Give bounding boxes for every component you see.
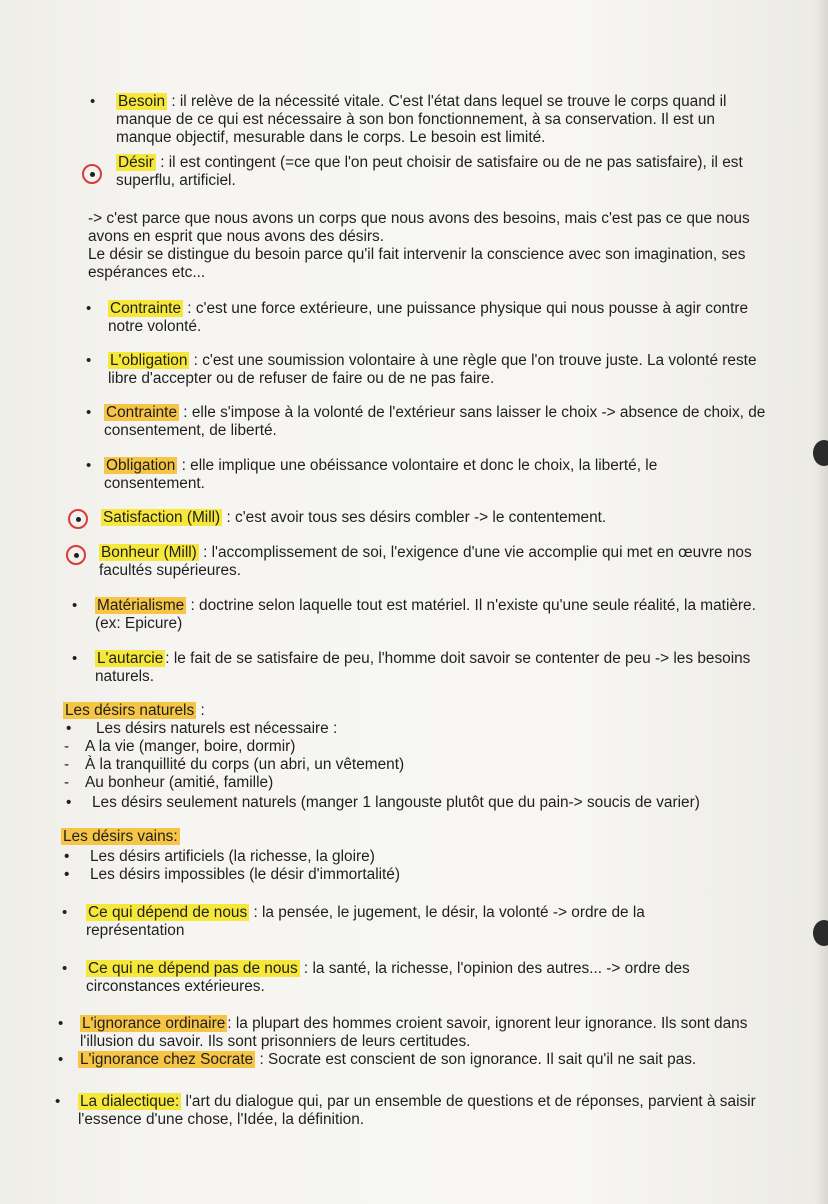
- bullet-dot: •: [66, 720, 72, 737]
- bullet-dot: •: [72, 597, 78, 614]
- list-item: A la vie (manger, boire, dormir): [85, 738, 296, 755]
- red-circle-mark: [66, 545, 86, 565]
- bullet-dot: •: [62, 904, 68, 921]
- definition-depend: : la pensée, le jugement, le désir, la volonté -> ordre de la représentation: [86, 904, 645, 939]
- definition-ignorance-socrate: : Socrate est conscient de son ignorance. Il sait qu'il ne sait pas.: [255, 1051, 697, 1068]
- bullet-dot: •: [86, 457, 92, 474]
- term-ignorance-ordinaire: L'ignorance ordinaire: [82, 1015, 226, 1032]
- binder-hole: [813, 920, 828, 946]
- term-dialectique: La dialectique:: [80, 1093, 180, 1110]
- term-desir: Désir: [118, 154, 154, 171]
- bullet-dot: •: [86, 404, 92, 421]
- term-satisfaction: Satisfaction (Mill): [103, 509, 221, 526]
- definition-besoin: : il relève de la nécessité vitale. C'est l'état dans lequel se trouve le corps quand il manque de ce qui est nécessaire à son bon fonctionnement, à sa conservation. Il est un manque objectif, mesurable dans le corps. Le besoin est limité.: [116, 93, 727, 146]
- definition-obligation-2: : elle implique une obéissance volontaire et donc le choix, la liberté, le consentement.: [104, 457, 658, 492]
- list-item: Au bonheur (amitié, famille): [85, 774, 274, 791]
- definition-dialectique: l'art du dialogue qui, par un ensemble de questions et de réponses, parvient à saisir l'essence d'une chose, l'Idée, la définition.: [78, 1093, 756, 1128]
- bullet-dot: •: [86, 300, 92, 317]
- paragraph-corps-esprit: -> c'est parce que nous avons un corps que nous avons des besoins, mais c'est pas ce que nous avons en esprit que nous avons des désirs.: [88, 210, 750, 245]
- definition-ne-depend-pas: : la santé, la richesse, l'opinion des autres... -> ordre des circonstances extérieures.: [86, 960, 690, 995]
- bullet-dot: •: [90, 93, 96, 110]
- binder-hole: [813, 440, 828, 466]
- heading-desirs-vains: Les désirs vains:: [63, 828, 178, 845]
- entry-ne-depend-pas: [86, 960, 766, 996]
- definition-materialisme: : doctrine selon laquelle tout est matériel. Il n'existe qu'une seule réalité, la matière. (ex: Epicure): [95, 597, 756, 632]
- heading-colon: :: [196, 702, 205, 719]
- dash-marker: -: [64, 738, 70, 755]
- definition-obligation-1: : c'est une soumission volontaire à une règle que l'on trouve juste. La volonté reste libre d'accepter ou de refuser de faire ou de ne pas faire.: [108, 352, 757, 387]
- entry-obligation-2: [104, 457, 704, 493]
- entry-ignorance-ordinaire: [80, 1015, 770, 1051]
- bullet-dot: •: [72, 650, 78, 667]
- list-item: Les désirs impossibles (le désir d'immortalité): [90, 866, 400, 883]
- definition-bonheur: : l'accomplissement de soi, l'exigence d'une vie accomplie qui met en œuvre nos facultés supérieures.: [99, 544, 752, 579]
- section-desirs-naturels: [63, 702, 205, 720]
- entry-materialisme: [95, 597, 765, 633]
- entry-dialectique: [78, 1093, 784, 1129]
- definition-desir: : il est contingent (=ce que l'on peut choisir de satisfaire ou de ne pas satisfaire), il est superflu, artificiel.: [116, 154, 743, 189]
- term-depend: Ce qui dépend de nous: [88, 904, 248, 921]
- red-circle-mark: [68, 509, 88, 529]
- bullet-dot: •: [55, 1093, 61, 1110]
- entry-bonheur: [99, 544, 769, 580]
- entry-satisfaction: [101, 509, 778, 527]
- definition-ignorance-ordinaire: : la plupart des hommes croient savoir, ignorent leur ignorance. Ils sont dans l'illusion du savoir. Ils sont prisonniers de leurs certitudes.: [80, 1015, 748, 1050]
- entry-besoin: [116, 93, 768, 147]
- paragraph-conscience: Le désir se distingue du besoin parce qu'il fait intervenir la conscience avec son imagination, ses espérances etc...: [88, 246, 746, 281]
- red-circle-mark: [82, 164, 102, 184]
- term-obligation-1: L'obligation: [110, 352, 188, 369]
- dash-marker: -: [64, 756, 70, 773]
- definition-autarcie: : le fait de se satisfaire de peu, l'homme doit savoir se contenter de peu -> les besoins naturels.: [95, 650, 751, 685]
- term-materialisme: Matérialisme: [97, 597, 185, 614]
- term-contrainte-2: Contrainte: [106, 404, 178, 421]
- bullet-dot: •: [64, 848, 70, 865]
- heading-desirs-naturels: Les désirs naturels: [65, 702, 195, 719]
- entry-contrainte-1: [108, 300, 778, 336]
- section-desirs-vains: [61, 828, 180, 846]
- definition-satisfaction: : c'est avoir tous ses désirs combler -> le contentement.: [222, 509, 607, 526]
- bullet-dot: •: [62, 960, 68, 977]
- term-ignorance-socrate: L'ignorance chez Socrate: [80, 1051, 254, 1068]
- bullet-dot: •: [86, 352, 92, 369]
- term-bonheur: Bonheur (Mill): [101, 544, 197, 561]
- entry-desir: [116, 154, 768, 190]
- list-item: Les désirs naturels est nécessaire :: [96, 720, 338, 737]
- bullet-dot: •: [66, 794, 72, 811]
- bullet-dot: •: [64, 866, 70, 883]
- bullet-dot: •: [58, 1051, 64, 1068]
- term-autarcie: L'autarcie: [97, 650, 164, 667]
- entry-autarcie: [95, 650, 765, 686]
- entry-obligation-1: [108, 352, 778, 388]
- list-item: Les désirs artificiels (la richesse, la gloire): [90, 848, 375, 865]
- definition-contrainte-2: : elle s'impose à la volonté de l'extérieur sans laisser le choix -> absence de choix, de consentement, de liberté.: [104, 404, 766, 439]
- term-ne-depend-pas: Ce qui ne dépend pas de nous: [88, 960, 298, 977]
- list-item: À la tranquillité du corps (un abri, un vêtement): [85, 756, 405, 773]
- term-obligation-2: Obligation: [106, 457, 176, 474]
- term-besoin: Besoin: [118, 93, 166, 110]
- entry-contrainte-2: [104, 404, 778, 440]
- term-contrainte-1: Contrainte: [110, 300, 182, 317]
- entry-depend: [86, 904, 706, 940]
- bullet-dot: •: [58, 1015, 64, 1032]
- dash-marker: -: [64, 774, 70, 791]
- page-edge-shadow: [814, 0, 828, 1204]
- list-item: Les désirs seulement naturels (manger 1 langouste plutôt que du pain-> soucis de varier): [92, 794, 700, 811]
- entry-ignorance-socrate: [78, 1051, 778, 1069]
- definition-contrainte-1: : c'est une force extérieure, une puissance physique qui nous pousse à agir contre notre volonté.: [108, 300, 749, 335]
